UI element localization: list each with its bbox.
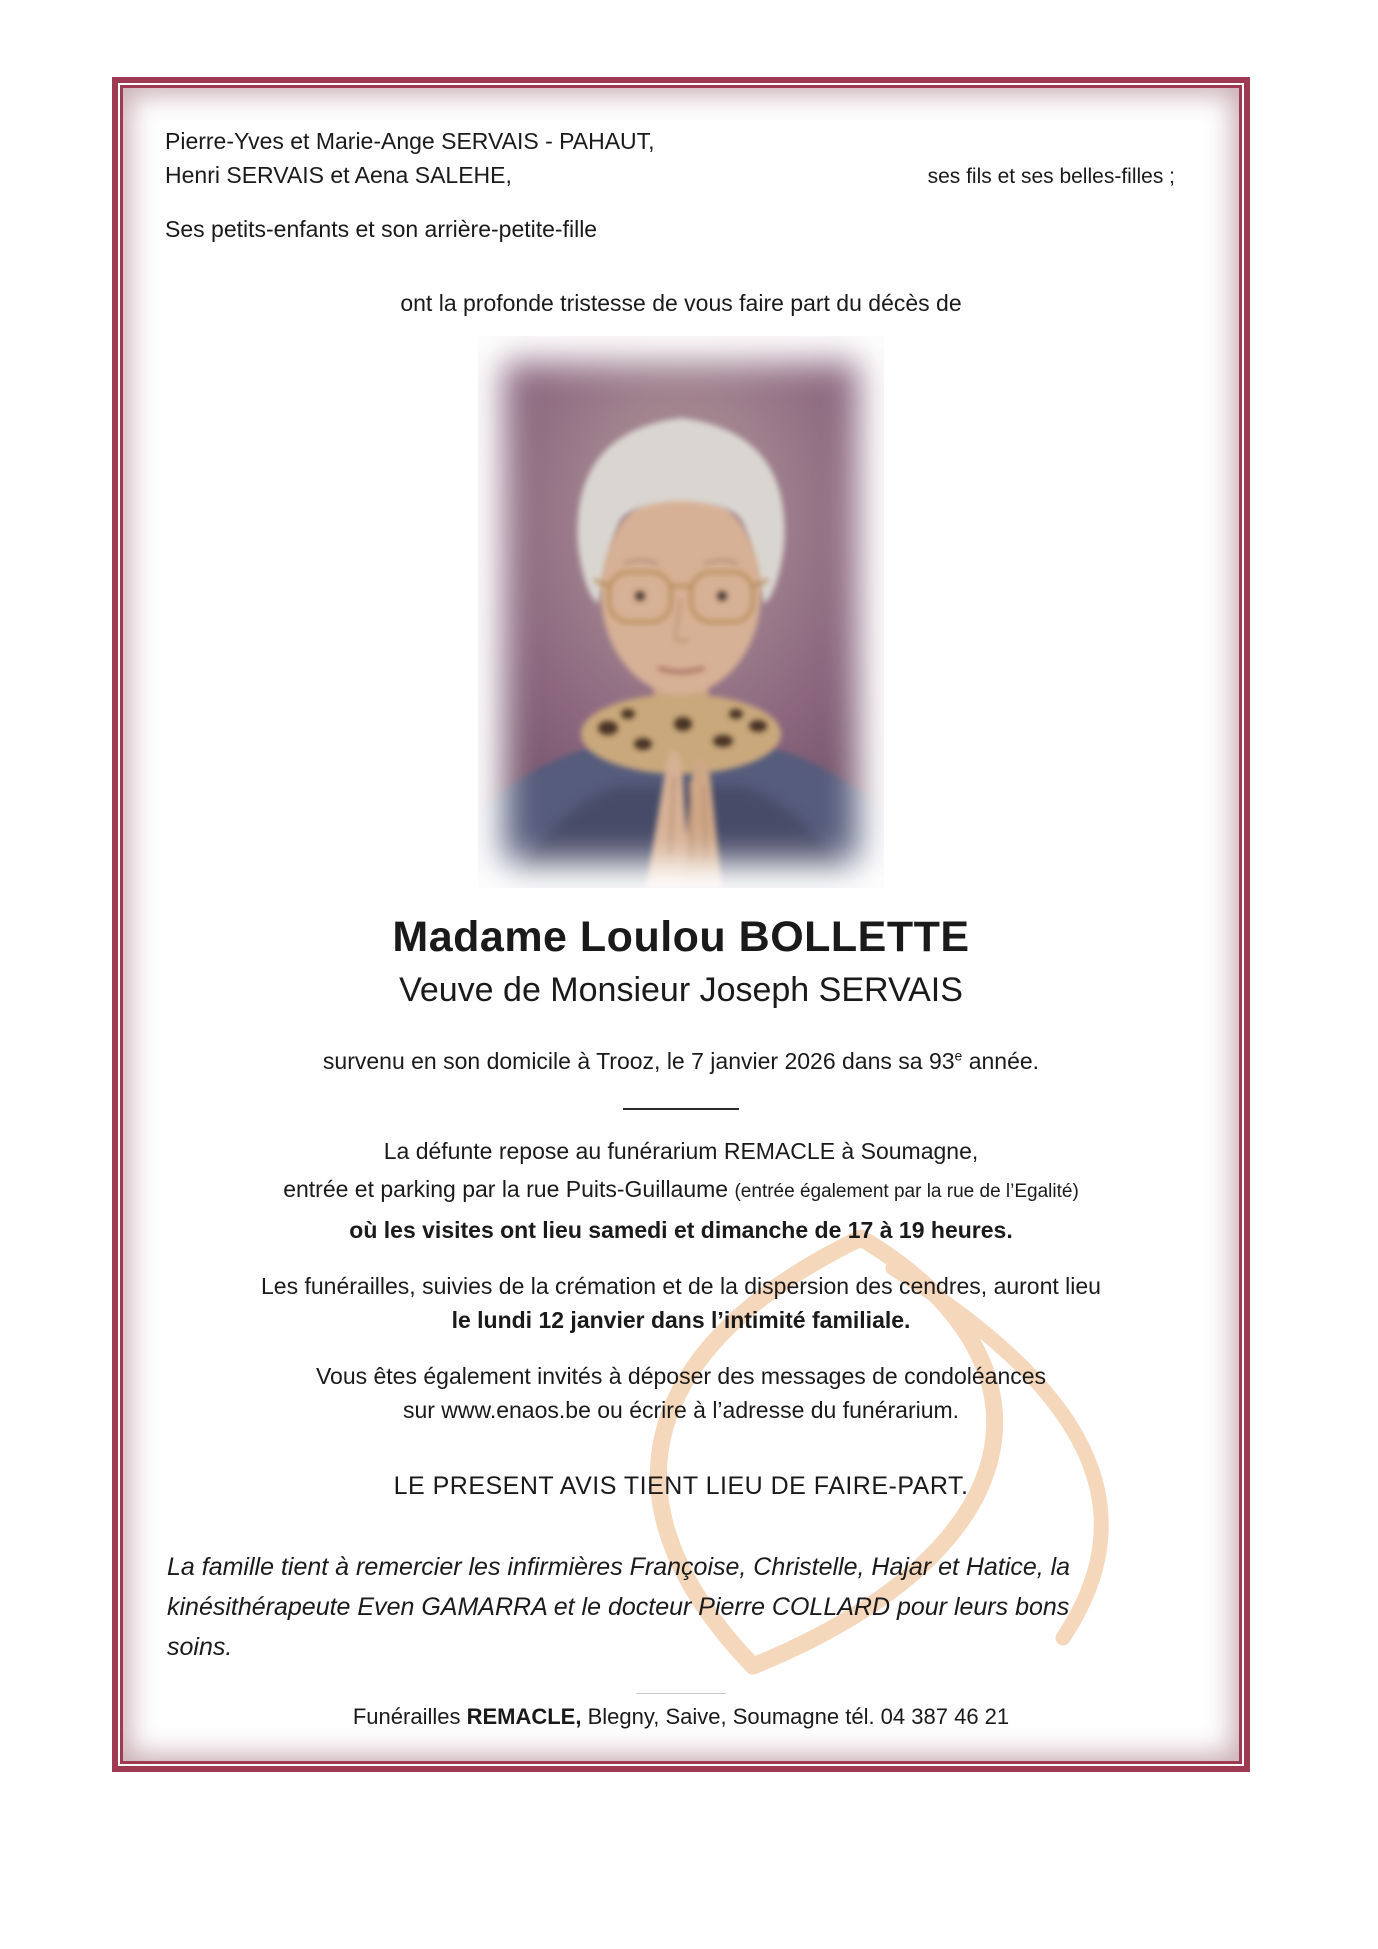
relation-label: ses fils et ses belles-filles ;: [927, 165, 1175, 188]
thanks-line-2: kinésithérapeute Even GAMARRA et le docteur Pierre COLLARD pour leurs bons: [167, 1593, 1070, 1621]
visits-line: où les visites ont lieu samedi et dimanche de 17 à 19 heures.: [349, 1217, 1013, 1243]
portrait-image: [478, 336, 884, 888]
announcement-content: [123, 88, 1239, 1761]
family-names: [165, 124, 1197, 246]
deceased-name-title: Madame Loulou BOLLETTE: [392, 913, 970, 961]
intro-line: ont la profonde tristesse de vous faire part du décès de: [400, 290, 962, 316]
condolence-line-1: Vous êtes également invités à déposer des messages de condoléances: [315, 1363, 1047, 1389]
condolence-line-2: sur www.enaos.be ou écrire à l’adresse du funérarium.: [402, 1397, 960, 1423]
thanks-line-3: soins.: [167, 1633, 233, 1661]
widow-subtitle: Veuve de Monsieur Joseph SERVAIS: [399, 971, 963, 1009]
deceased-portrait-photo: [478, 336, 884, 888]
entry-line: [165, 1172, 1197, 1209]
family-line-1: Pierre-Yves et Marie-Ange SERVAIS - PAHAUT,: [165, 128, 655, 154]
ordinal-superscript: e: [954, 1047, 963, 1064]
funeral-intimacy-line: le lundi 12 janvier dans l’intimité familiale.: [451, 1307, 911, 1333]
notice-line: LE PRESENT AVIS TIENT LIEU DE FAIRE-PART.: [393, 1472, 969, 1500]
funeral-home-line: [165, 1700, 1197, 1734]
death-date-text: survenu en son domicile à Trooz, le 7 janvier 2026 dans sa 93: [322, 1048, 955, 1074]
thanks-line-1: La famille tient à remercier les infirmières Françoise, Christelle, Hajar et Hatice, la: [167, 1553, 1071, 1581]
funeral-home-brand: REMACLE,: [466, 1704, 582, 1729]
family-line-2-names: Henri SERVAIS et Aena SALEHE,: [165, 162, 512, 188]
funeral-home-prefix: Funérailles: [352, 1704, 467, 1729]
repose-line: La défunte repose au funérarium REMACLE à Soumagne,: [383, 1138, 979, 1164]
funeral-home-suffix: Blegny, Saive, Soumagne tél. 04 387 46 21: [581, 1704, 1010, 1729]
entry-line-parenthetical: (entrée également par la rue de l’Egalité): [734, 1181, 1079, 1202]
footer-divider: [636, 1693, 726, 1694]
death-date-line: [165, 1044, 1197, 1078]
death-date-end: année.: [962, 1048, 1040, 1074]
memorial-card-frame: [112, 77, 1250, 1772]
family-line-3: Ses petits-enfants et son arrière-petite-fille: [165, 216, 598, 242]
family-line-2: [165, 158, 1197, 194]
thanks-paragraph: [165, 1547, 1197, 1667]
funeral-line: Les funérailles, suivies de la crémation et de la dispersion des cendres, auront lieu: [261, 1273, 1101, 1299]
entry-line-main: entrée et parking par la rue Puits-Guillaume: [283, 1176, 735, 1202]
section-divider: [623, 1108, 739, 1110]
memorial-card-inner-border: [120, 85, 1242, 1764]
